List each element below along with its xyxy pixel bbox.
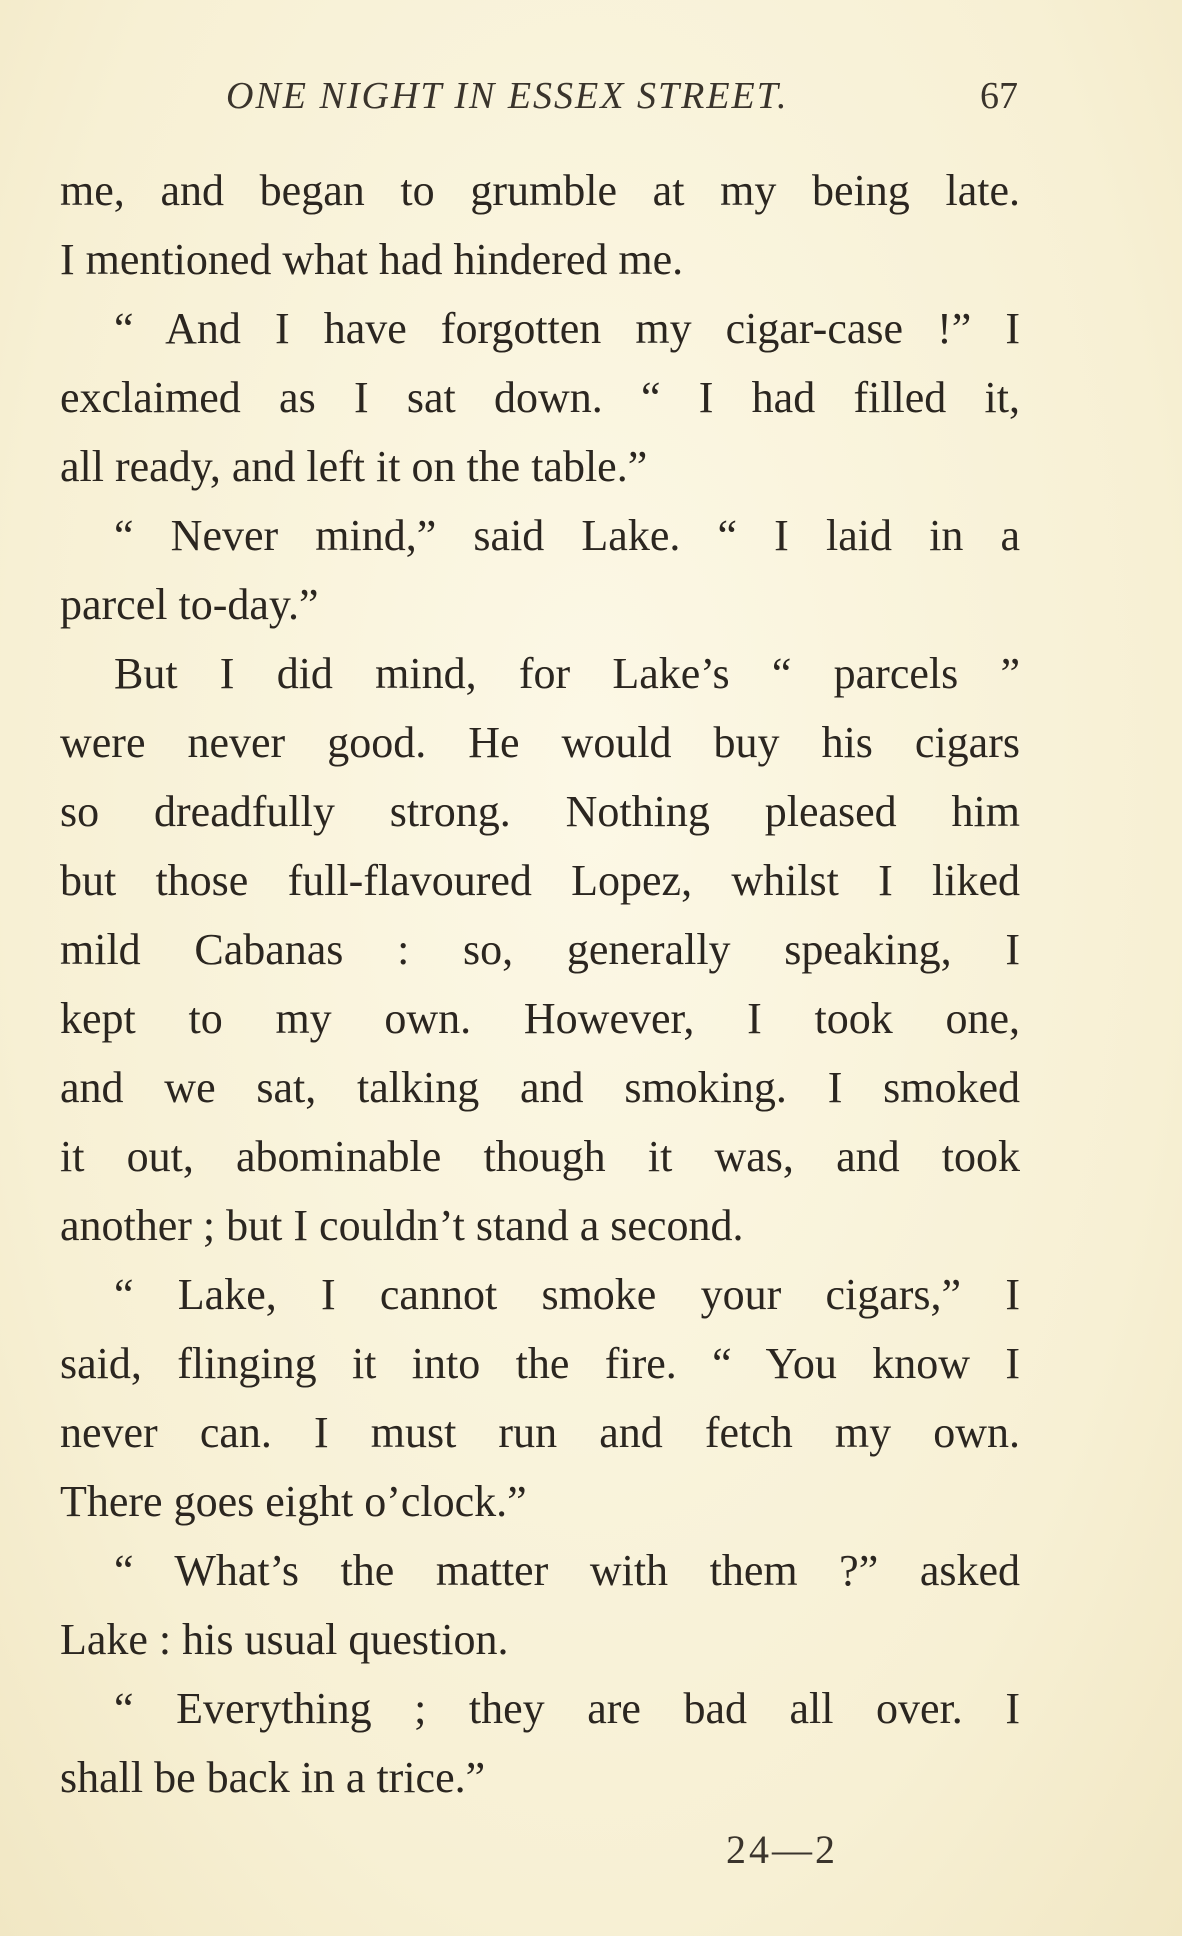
text-line: never can. I must run and fetch my own. <box>60 1408 1020 1457</box>
text-line: exclaimed as I sat down. “ I had filled it, <box>60 373 1020 422</box>
text-line: Lake : his usual question. <box>60 1615 509 1664</box>
text-line: “ Lake, I cannot smoke your cigars,” I <box>114 1270 1020 1319</box>
text-line: so dreadfully strong. Nothing pleased him <box>60 787 1020 836</box>
text-line: all ready, and left it on the table.” <box>60 442 648 491</box>
text-line: mild Cabanas : so, generally speaking, I <box>60 925 1020 974</box>
text-line: were never good. He would buy his cigars <box>60 718 1020 767</box>
text-line: “ Never mind,” said Lake. “ I laid in a <box>114 511 1020 560</box>
text-line: parcel to-day.” <box>60 580 319 629</box>
signature-mark: 24—2 <box>726 1827 838 1872</box>
text-line: “ What’s the matter with them ?” asked <box>114 1546 1020 1595</box>
text-line: “ And I have forgotten my cigar-case !” I <box>114 304 1020 353</box>
text-line: I mentioned what had hindered me. <box>60 235 684 284</box>
text-line: but those full-flavoured Lopez, whilst I liked <box>60 856 1020 905</box>
text-line: me, and began to grumble at my being late. <box>60 166 1020 215</box>
text-line: another ; but I couldn’t stand a second. <box>60 1201 744 1250</box>
text-line: “ Everything ; they are bad all over. I <box>114 1684 1020 1733</box>
text-line: But I did mind, for Lake’s “ parcels ” <box>114 649 1020 698</box>
text-line: shall be back in a trice.” <box>60 1753 486 1802</box>
text-line: kept to my own. However, I took one, <box>60 994 1020 1043</box>
page-number: 67 <box>980 75 1018 117</box>
running-head: ONE NIGHT IN ESSEX STREET. <box>226 75 789 117</box>
text-line: it out, abominable though it was, and took <box>60 1132 1020 1181</box>
text-line: said, flinging it into the fire. “ You know I <box>60 1339 1020 1388</box>
text-line: and we sat, talking and smoking. I smoked <box>60 1063 1020 1112</box>
text-line: There goes eight o’clock.” <box>60 1477 527 1526</box>
